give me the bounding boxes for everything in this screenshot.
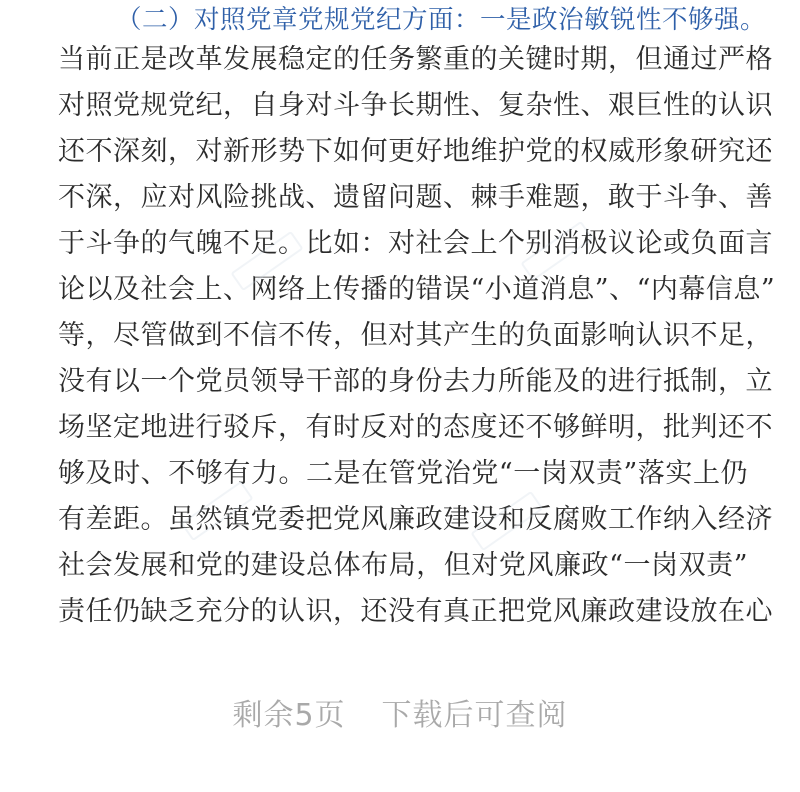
body-line: 当前正是改革发展稳定的任务繁重的关键时期，但通过严格 bbox=[58, 44, 773, 75]
body-line: 对照党规党纪，自身对斗争长期性、复杂性、艰巨性的认识 bbox=[58, 90, 773, 121]
body-line: 够及时、不够有力。二是在管党治党“一岗双责”落实上仍 bbox=[58, 458, 748, 489]
body-line: 于斗争的气魄不足。比如：对社会上个别消极议论或负面言 bbox=[58, 228, 773, 259]
body-line: 论以及社会上、网络上传播的错误“小道消息”、“内幕信息” bbox=[58, 274, 776, 305]
download-prompt[interactable] bbox=[0, 690, 800, 734]
remaining-pages-label: 剩余5页 bbox=[232, 698, 346, 733]
download-to-view-label: 下载后可查阅 bbox=[381, 698, 568, 733]
section-heading: （二）对照党章党规党纪方面：一是政治敏锐性不够强。 bbox=[116, 5, 767, 35]
body-line: 没有以一个党员领导干部的身份去力所能及的进行抵制，立 bbox=[58, 366, 773, 397]
body-line: 责任仍缺乏充分的认识，还没有真正把党风廉政建设放在心 bbox=[58, 596, 773, 627]
body-line: 不深，应对风险挑战、遗留问题、棘手难题，敢于斗争、善 bbox=[58, 182, 773, 213]
body-line: 还不深刻，对新形势下如何更好地维护党的权威形象研究还 bbox=[58, 136, 773, 167]
body-line: 有差距。虽然镇党委把党风廉政建设和反腐败工作纳入经济 bbox=[58, 504, 773, 535]
body-line: 场坚定地进行驳斥，有时反对的态度还不够鲜明，批判还不 bbox=[58, 412, 773, 443]
body-line: 社会发展和党的建设总体布局，但对党风廉政“一岗双责” bbox=[58, 550, 748, 581]
body-line: 等，尽管做到不信不传，但对其产生的负面影响认识不足， bbox=[58, 320, 773, 351]
